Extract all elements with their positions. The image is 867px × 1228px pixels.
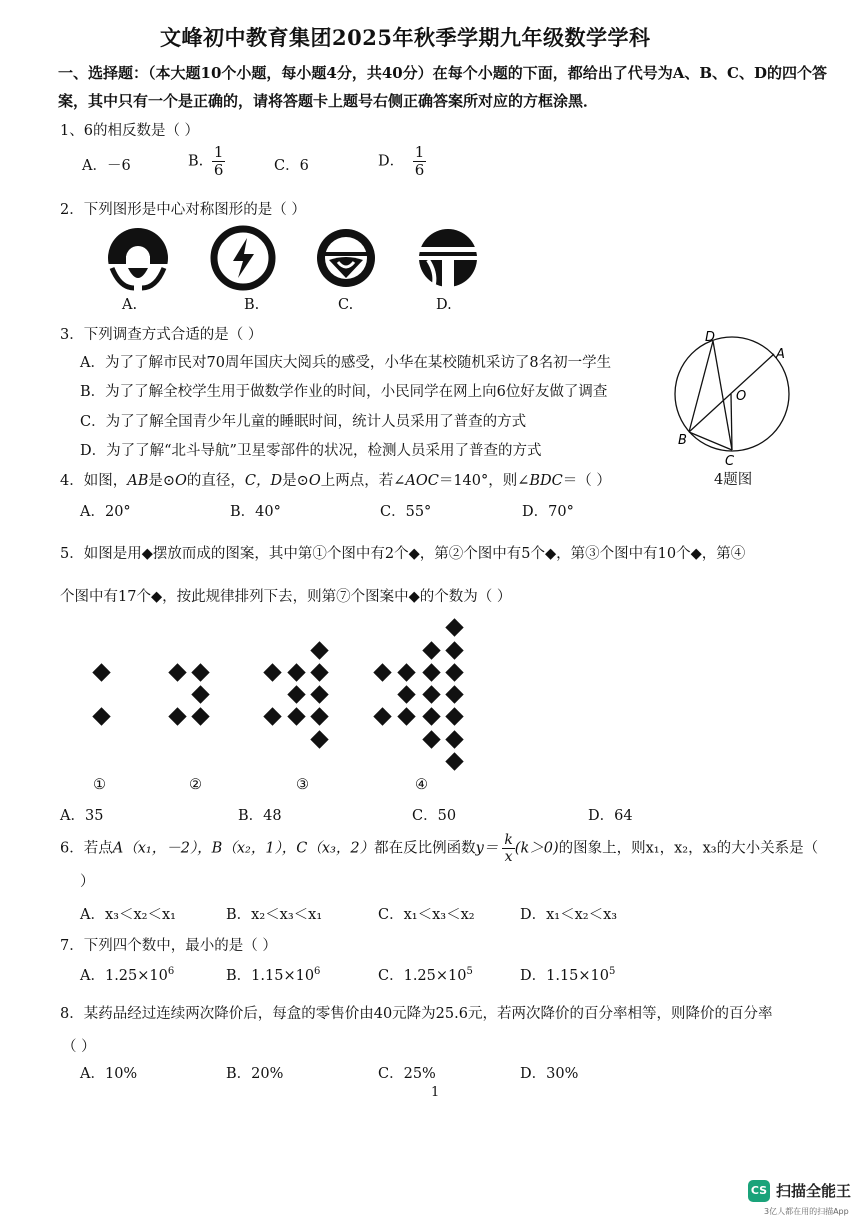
q4-stem-ab: AB (127, 473, 149, 489)
q1-option-a: A．－6 (82, 158, 131, 174)
q4-option-d: D．70° (522, 504, 574, 520)
q5-figure-label-2: ② (189, 777, 202, 793)
page-title: 文峰初中教育集团2025年秋季学期九年级数学学科 (160, 25, 651, 50)
q2-label-b: B. (244, 297, 260, 313)
q5-diamond (397, 663, 415, 681)
q7-a-exp: 6 (167, 966, 175, 978)
q6-func-y: y＝ (475, 840, 499, 857)
q5-diamond (445, 641, 463, 659)
q5-diamond (168, 707, 186, 725)
q1-stem: 1、6的相反数是（ ） (60, 123, 200, 139)
section-heading-line1: 一、选择题：（本大题10个小题，每小题4分，共40分）在每个小题的下面，都给出了代号为A、B、C、D的四个答 (58, 64, 827, 82)
q7-c-base: C．1.25×10 (378, 968, 467, 984)
q5-figure-label-1: ① (93, 777, 106, 793)
q4-segment-db (689, 341, 713, 432)
q5-stem-line2: 个图中有17个◆，按此规律排列下去，则第⑦个图案中◆的个数为（ ） (60, 589, 512, 605)
q2-symbol-c-icon (317, 229, 375, 287)
q1-b-denominator: 6 (213, 161, 224, 179)
q5-diamond (397, 685, 415, 703)
q1-d-denominator: 6 (414, 161, 425, 179)
q8-paren: （ ） (62, 1039, 96, 1055)
q1-b-numerator: 1 (213, 143, 224, 161)
q4-stem-pre: 4．如图， (60, 473, 128, 489)
q4-option-c: C．55° (380, 504, 432, 520)
q5-diamond (287, 663, 305, 681)
q5-diamond (287, 707, 305, 725)
q5-option-a: A．35 (60, 808, 104, 824)
q5-diamond (92, 707, 110, 725)
q6-stem-mid: 都在反比例函数 (374, 840, 476, 857)
q5-stem-line1: 5．如图是用◆摆放而成的图案，其中第①个图中有2个◆，第②个图中有5个◆，第③个图中有10个◆，第④ (60, 546, 746, 562)
q2-label-a: A. (122, 297, 138, 313)
q4-stem-mid5: ＝140°，则∠ (438, 473, 530, 489)
q5-diamond (422, 707, 440, 725)
q7-stem: 7．下列四个数中，最小的是（ ） (60, 938, 277, 954)
q5-diamond (92, 663, 110, 681)
q8-stem: 8．某药品经过连续两次降价后，每盒的零售价由40元降为25.6元，若两次降价的百分率相等，则降价的百分率 (60, 1006, 773, 1022)
q5-diamond (310, 707, 328, 725)
q5-diamond (422, 663, 440, 681)
q6-func-denominator: x (504, 849, 513, 865)
q7-option-a (80, 964, 174, 985)
q5-option-b: B．48 (238, 808, 282, 824)
q5-diamond (191, 707, 209, 725)
q2-symbol-d-icon (419, 229, 477, 287)
q5-diamond (445, 685, 463, 703)
q6-stem-pre: 6．若点 (60, 840, 113, 857)
q6-stem-post: 的图象上，则x₁，x₂，x₃的大小关系是（ (558, 840, 819, 857)
q2-stem: 2．下列图形是中心对称图形的是（ ） (60, 202, 306, 218)
q8-option-a: A．10% (80, 1066, 138, 1082)
q5-diamond (310, 685, 328, 703)
watermark-app-name: 扫描全能王 (776, 1182, 852, 1200)
q5-diamond (168, 663, 186, 681)
q6-func-fraction (502, 832, 514, 865)
q7-a-base: A．1.25×10 (80, 968, 168, 984)
q7-b-base: B．1.15×10 (226, 968, 315, 984)
q4-point-o: O (736, 389, 747, 404)
q5-option-d: D．64 (588, 808, 633, 824)
q1-option-d-label: D． (378, 153, 405, 170)
q3-option-a: A．为了了解市民对70周年国庆大阅兵的感受，小华在某校随机采访了8名初一学生 (80, 355, 612, 371)
q4-point-a: A (776, 347, 785, 362)
section-heading-line2: 案，其中只有一个是正确的，请将答题卡上题号右侧正确答案所对应的方框涂黑． (58, 92, 599, 110)
q4-point-b: B (678, 433, 687, 448)
camscanner-logo-icon: CS (748, 1180, 770, 1202)
q6-stem (60, 832, 818, 865)
q6-option-d: D．x₁＜x₂＜x₃ (520, 907, 618, 923)
q8-option-c: C．25% (378, 1066, 436, 1082)
q4-stem-aoc: AOC (405, 473, 439, 489)
q6-func-numerator: k (504, 832, 513, 848)
q5-diamond (310, 663, 328, 681)
q5-diamond (422, 730, 440, 748)
q4-stem-cd: C，D (244, 473, 283, 489)
q5-diamond (445, 663, 463, 681)
q8-option-b: B．20% (226, 1066, 284, 1082)
q5-figure-label-3: ③ (296, 777, 309, 793)
q5-diamond (445, 730, 463, 748)
q6-stem-points: A（x₁，－2），B（x₂，1），C（x₃，2） (112, 840, 375, 857)
q7-c-exp: 5 (466, 966, 473, 978)
q4-point-c: C (725, 454, 735, 468)
q1-d-numerator: 1 (414, 143, 425, 161)
q5-diamond (445, 707, 463, 725)
q2-label-d: D. (436, 297, 452, 313)
q4-stem-bdc: BDC (529, 473, 563, 489)
q5-diamond (191, 663, 209, 681)
q6-option-c: C．x₁＜x₃＜x₂ (378, 907, 475, 923)
q4-option-b: B．40° (230, 504, 281, 520)
q7-option-c (378, 964, 473, 985)
q4-stem-o1: O (175, 473, 187, 489)
q1-option-d (378, 144, 426, 179)
q4-stem (60, 469, 611, 490)
page-number: 1 (431, 1085, 440, 1100)
q2-symbol-b-icon (214, 229, 272, 287)
q6-option-b: B．x₂＜x₃＜x₁ (226, 907, 323, 923)
q1-option-b-label: B. (188, 153, 204, 170)
q5-diamond (445, 752, 463, 770)
q4-option-a: A．20° (80, 504, 131, 520)
q4-figure-caption: 4题图 (714, 472, 753, 488)
q8-option-d: D．30% (520, 1066, 579, 1082)
q5-diamond (373, 707, 391, 725)
q7-b-exp: 6 (314, 966, 321, 978)
q5-diamond (310, 730, 328, 748)
q3-option-b: B．为了了解全校学生用于做数学作业的时间，小民同学在网上向6位好友做了调查 (80, 384, 608, 400)
q5-diamond (445, 618, 463, 636)
q4-stem-end: ＝（ ） (562, 473, 611, 489)
q4-stem-mid1: 是⊙ (148, 473, 176, 489)
q6-option-a: A．x₃＜x₂＜x₁ (80, 907, 176, 923)
q5-diamond (287, 685, 305, 703)
q5-diamond (373, 663, 391, 681)
q4-stem-mid3: 是⊙ (282, 473, 309, 489)
q5-diamond (263, 707, 281, 725)
q5-diamond (422, 641, 440, 659)
watermark-subtitle: 3亿人都在用的扫描App (764, 1207, 849, 1216)
q4-point-d: D (705, 330, 716, 345)
q4-circle-figure (670, 328, 800, 468)
q5-diamond (397, 707, 415, 725)
q2-label-c: C. (338, 297, 354, 313)
q5-diamond (310, 641, 328, 659)
q6-func-condition: (k＞0) (514, 840, 559, 857)
q2-symbol-a-icon (108, 228, 168, 288)
q7-d-base: D．1.15×10 (520, 968, 610, 984)
q7-option-b (226, 964, 320, 985)
q1-option-d-fraction (413, 144, 427, 179)
q4-stem-mid4: 上两点，若∠ (320, 473, 406, 489)
q7-d-exp: 5 (609, 966, 616, 978)
q5-diamond (422, 685, 440, 703)
q7-option-d (520, 964, 615, 985)
q5-diamond (191, 685, 209, 703)
q4-stem-o2: O (308, 473, 321, 489)
q1-option-b-fraction (212, 144, 226, 179)
q5-figure-label-4: ④ (415, 777, 428, 793)
q6-stem-close: ） (80, 874, 95, 890)
q1-option-c: C．6 (274, 158, 309, 174)
q5-option-c: C．50 (412, 808, 457, 824)
q1-option-b (188, 144, 225, 179)
q3-option-c: C．为了了解全国青少年儿童的睡眠时间，统计人员采用了普查的方式 (80, 414, 527, 430)
q4-stem-mid2: 的直径， (186, 473, 245, 489)
q2-symbols (100, 225, 500, 291)
q5-diamond (263, 663, 281, 681)
q3-stem: 3．下列调查方式合适的是（ ） (60, 327, 263, 343)
q3-option-d: D．为了了解“北斗导航”卫星零部件的状况，检测人员采用了普查的方式 (80, 443, 542, 459)
